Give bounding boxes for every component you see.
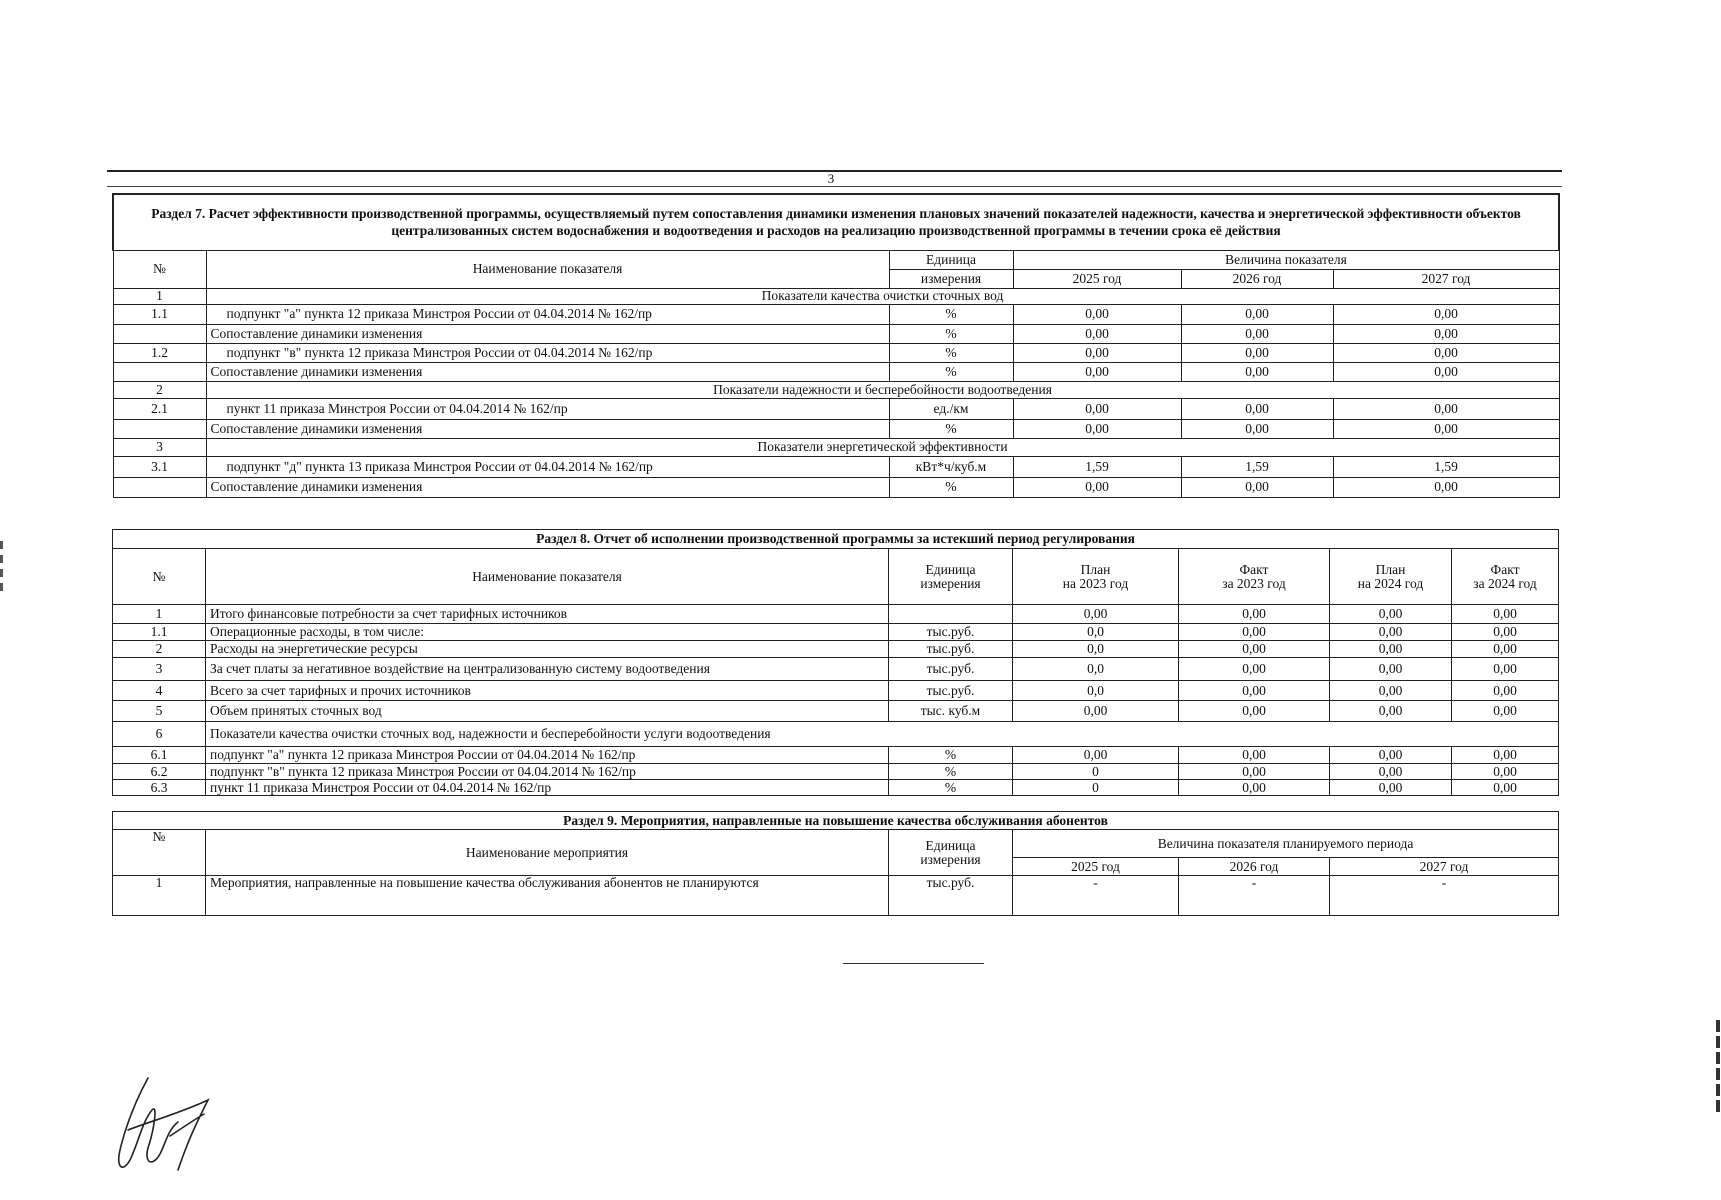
- row-unit: %: [889, 780, 1013, 796]
- group-title: Показатели надежности и бесперебойности водоотведения: [206, 381, 1559, 398]
- row-value: 0: [1013, 780, 1179, 796]
- row-value: 0,00: [1181, 398, 1333, 419]
- row-value: 0,00: [1333, 304, 1559, 324]
- row-value: 0,00: [1013, 324, 1181, 343]
- row-unit: ед./км: [889, 398, 1013, 419]
- group-row: [113, 288, 1559, 304]
- section8-table: [112, 529, 1559, 796]
- section9-block: [112, 811, 1558, 916]
- table-row: [113, 304, 1559, 324]
- row-unit: тыс.руб.: [889, 641, 1013, 658]
- row-value: 0,00: [1179, 747, 1330, 764]
- col-header-fact-2024: Факт за 2024 год: [1452, 549, 1559, 605]
- group-row: [113, 438, 1559, 456]
- row-value: 0,00: [1013, 747, 1179, 764]
- row-value: 0,00: [1181, 362, 1333, 381]
- row-value: 0,0: [1013, 641, 1179, 658]
- row-name: Сопоставление динамики изменения: [206, 419, 889, 438]
- header-rule-thin: [107, 186, 1562, 187]
- row-name: Всего за счет тарифных и прочих источников: [206, 681, 889, 701]
- row-unit: тыс. куб.м: [889, 701, 1013, 722]
- row-unit: %: [889, 419, 1013, 438]
- row-unit: %: [889, 747, 1013, 764]
- table-row: [113, 764, 1559, 780]
- row-num: 2: [113, 381, 206, 398]
- row-num: 3: [113, 658, 206, 681]
- row-value: 0,00: [1181, 324, 1333, 343]
- col-header-name: Наименование показателя: [206, 549, 889, 605]
- row-value: 0,00: [1452, 658, 1559, 681]
- row-num: 1.2: [113, 343, 206, 362]
- row-value: 0,00: [1452, 681, 1559, 701]
- row-value: 0,00: [1013, 398, 1181, 419]
- table-row: [113, 681, 1559, 701]
- col-header-plan-2024: План на 2024 год: [1330, 549, 1452, 605]
- row-num: [113, 419, 206, 438]
- row-num: 2: [113, 641, 206, 658]
- row-num: [113, 477, 206, 497]
- row-value: 0,00: [1330, 605, 1452, 624]
- row-value: 0,00: [1179, 605, 1330, 624]
- row-name: подпункт "в" пункта 12 приказа Минстроя России от 04.04.2014 № 162/пр: [206, 764, 889, 780]
- table-row: [113, 343, 1559, 362]
- row-value: 0,00: [1452, 747, 1559, 764]
- row-num: 6.2: [113, 764, 206, 780]
- row-name: пункт 11 приказа Минстроя России от 04.04.2014 № 162/пр: [206, 398, 889, 419]
- row-value: 0,00: [1330, 764, 1452, 780]
- table-row: [113, 419, 1559, 438]
- row-value: 0,00: [1013, 701, 1179, 722]
- row-value: -: [1330, 876, 1559, 916]
- section9-table: [112, 811, 1559, 916]
- row-unit: тыс.руб.: [889, 624, 1013, 641]
- table-row: [113, 658, 1559, 681]
- row-num: 1.1: [113, 624, 206, 641]
- group-row: [113, 722, 1559, 747]
- row-name: Расходы на энергетические ресурсы: [206, 641, 889, 658]
- section9-title: Раздел 9. Мероприятия, направленные на повышение качества обслуживания абонентов: [113, 812, 1559, 830]
- row-value: 1,59: [1333, 456, 1559, 477]
- row-unit: %: [889, 324, 1013, 343]
- section7-title: Раздел 7. Расчет эффективности производственной программы, осуществляемый путем сопоставления динамики изменения плановых значений показателей надежности, качества и энергетической эффективности объектов централизованных систем водоснабжения и водоотведения и расходов на реализацию производственной программы в течении срока её действия: [113, 194, 1559, 250]
- row-value: 0,00: [1333, 343, 1559, 362]
- group-title: Показатели качества очистки сточных вод, надежности и бесперебойности услуги водоотведения: [206, 722, 1559, 747]
- group-row: [113, 381, 1559, 398]
- row-value: 0: [1013, 764, 1179, 780]
- row-num: 1: [113, 288, 206, 304]
- row-value: 0,00: [1330, 624, 1452, 641]
- group-title: Показатели энергетической эффективности: [206, 438, 1559, 456]
- row-value: 0,0: [1013, 624, 1179, 641]
- row-value: 0,00: [1330, 658, 1452, 681]
- row-num: [113, 362, 206, 381]
- table-row: [113, 605, 1559, 624]
- row-value: 0,00: [1181, 304, 1333, 324]
- row-name: За счет платы за негативное воздействие на централизованную систему водоотведения: [206, 658, 889, 681]
- col-header-name: Наименование мероприятия: [206, 830, 889, 876]
- row-num: [113, 324, 206, 343]
- row-value: 0,00: [1013, 362, 1181, 381]
- row-value: 0,0: [1013, 658, 1179, 681]
- col-header-value: Величина показателя: [1013, 250, 1559, 269]
- table-row: [113, 747, 1559, 764]
- row-unit: кВт*ч/куб.м: [889, 456, 1013, 477]
- row-value: 1,59: [1181, 456, 1333, 477]
- table-row: [113, 624, 1559, 641]
- col-header-year: 2025 год: [1013, 269, 1181, 288]
- col-header-year: 2027 год: [1330, 858, 1559, 876]
- row-value: -: [1013, 876, 1179, 916]
- row-name: Сопоставление динамики изменения: [206, 362, 889, 381]
- row-num: 1: [113, 876, 206, 916]
- row-value: 0,00: [1333, 398, 1559, 419]
- col-header-value: Величина показателя планируемого периода: [1013, 830, 1559, 858]
- section7-table: [112, 193, 1560, 498]
- row-value: 0,00: [1452, 780, 1559, 796]
- row-value: 0,00: [1179, 681, 1330, 701]
- row-value: 0,00: [1179, 701, 1330, 722]
- row-name: Объем принятых сточных вод: [206, 701, 889, 722]
- col-header-num: №: [113, 830, 206, 876]
- row-unit: [889, 605, 1013, 624]
- row-name: Мероприятия, направленные на повышение качества обслуживания абонентов не планируются: [206, 876, 889, 916]
- row-name: пункт 11 приказа Минстроя России от 04.04.2014 № 162/пр: [206, 780, 889, 796]
- row-unit: тыс.руб.: [889, 658, 1013, 681]
- row-num: 2.1: [113, 398, 206, 419]
- row-value: 0,00: [1330, 747, 1452, 764]
- row-value: 0,0: [1013, 681, 1179, 701]
- row-unit: %: [889, 343, 1013, 362]
- row-value: 0,00: [1013, 304, 1181, 324]
- row-name: подпункт "а" пункта 12 приказа Минстроя России от 04.04.2014 № 162/пр: [206, 304, 889, 324]
- row-value: 0,00: [1452, 605, 1559, 624]
- row-value: 0,00: [1181, 343, 1333, 362]
- row-unit: %: [889, 362, 1013, 381]
- table-row: [113, 477, 1559, 497]
- col-header-year: 2026 год: [1179, 858, 1330, 876]
- row-value: 0,00: [1179, 780, 1330, 796]
- row-unit: %: [889, 764, 1013, 780]
- row-value: 0,00: [1452, 641, 1559, 658]
- row-num: 4: [113, 681, 206, 701]
- row-value: 0,00: [1452, 764, 1559, 780]
- table-row: [113, 456, 1559, 477]
- col-header-unit-2: измерения: [889, 269, 1013, 288]
- row-name: Операционные расходы, в том числе:: [206, 624, 889, 641]
- row-unit: тыс.руб.: [889, 876, 1013, 916]
- group-title: Показатели качества очистки сточных вод: [206, 288, 1559, 304]
- row-name: подпункт "а" пункта 12 приказа Минстроя России от 04.04.2014 № 162/пр: [206, 747, 889, 764]
- footer-rule: [843, 963, 984, 964]
- row-name: подпункт "д" пункта 13 приказа Минстроя России от 04.04.2014 № 162/пр: [206, 456, 889, 477]
- col-header-num: №: [113, 250, 206, 288]
- col-header-year: 2027 год: [1333, 269, 1559, 288]
- row-value: 0,00: [1330, 681, 1452, 701]
- col-header-plan-2023: План на 2023 год: [1013, 549, 1179, 605]
- row-value: 0,00: [1013, 419, 1181, 438]
- row-value: 0,00: [1333, 477, 1559, 497]
- row-value: 0,00: [1013, 477, 1181, 497]
- row-num: 3.1: [113, 456, 206, 477]
- row-value: 0,00: [1333, 324, 1559, 343]
- row-value: 0,00: [1330, 780, 1452, 796]
- row-value: 0,00: [1330, 641, 1452, 658]
- scan-edge-mark: [1716, 1020, 1720, 1115]
- row-value: 0,00: [1013, 343, 1181, 362]
- row-name: Итого финансовые потребности за счет тарифных источников: [206, 605, 889, 624]
- section7-block: [112, 193, 1558, 498]
- row-name: подпункт "в" пункта 12 приказа Минстроя России от 04.04.2014 № 162/пр: [206, 343, 889, 362]
- row-value: 0,00: [1179, 764, 1330, 780]
- row-value: 0,00: [1181, 419, 1333, 438]
- row-value: 0,00: [1179, 624, 1330, 641]
- row-num: 5: [113, 701, 206, 722]
- row-unit: %: [889, 477, 1013, 497]
- section8-title: Раздел 8. Отчет об исполнении производственной программы за истекший период регулирования: [113, 530, 1559, 549]
- row-num: 6.3: [113, 780, 206, 796]
- row-value: 1,59: [1013, 456, 1181, 477]
- col-header-name: Наименование показателя: [206, 250, 889, 288]
- col-header-fact-2023: Факт за 2023 год: [1179, 549, 1330, 605]
- page-number: 3: [827, 171, 835, 186]
- row-value: 0,00: [1452, 701, 1559, 722]
- col-header-year: 2026 год: [1181, 269, 1333, 288]
- row-num: 1.1: [113, 304, 206, 324]
- section8-block: [112, 529, 1558, 796]
- table-row: [113, 398, 1559, 419]
- row-name: Сопоставление динамики изменения: [206, 324, 889, 343]
- row-value: 0,00: [1179, 658, 1330, 681]
- row-value: 0,00: [1452, 624, 1559, 641]
- row-unit: тыс.руб.: [889, 681, 1013, 701]
- row-unit: %: [889, 304, 1013, 324]
- row-value: -: [1179, 876, 1330, 916]
- row-value: 0,00: [1013, 605, 1179, 624]
- row-num: 6: [113, 722, 206, 747]
- row-num: 6.1: [113, 747, 206, 764]
- col-header-unit: Единица измерения: [889, 549, 1013, 605]
- row-name: Сопоставление динамики изменения: [206, 477, 889, 497]
- table-row: [113, 362, 1559, 381]
- row-num: 3: [113, 438, 206, 456]
- handwritten-signature: [108, 1070, 228, 1180]
- row-value: 0,00: [1333, 419, 1559, 438]
- scan-edge-mark: [0, 541, 3, 597]
- table-row: [113, 780, 1559, 796]
- row-num: 1: [113, 605, 206, 624]
- col-header-year: 2025 год: [1013, 858, 1179, 876]
- row-value: 0,00: [1330, 701, 1452, 722]
- table-row: [113, 324, 1559, 343]
- col-header-unit: Единица измерения: [889, 830, 1013, 876]
- row-value: 0,00: [1333, 362, 1559, 381]
- col-header-unit: Единица: [889, 250, 1013, 269]
- col-header-num: №: [113, 549, 206, 605]
- row-value: 0,00: [1179, 641, 1330, 658]
- table-row: [113, 641, 1559, 658]
- row-value: 0,00: [1181, 477, 1333, 497]
- table-row: [113, 701, 1559, 722]
